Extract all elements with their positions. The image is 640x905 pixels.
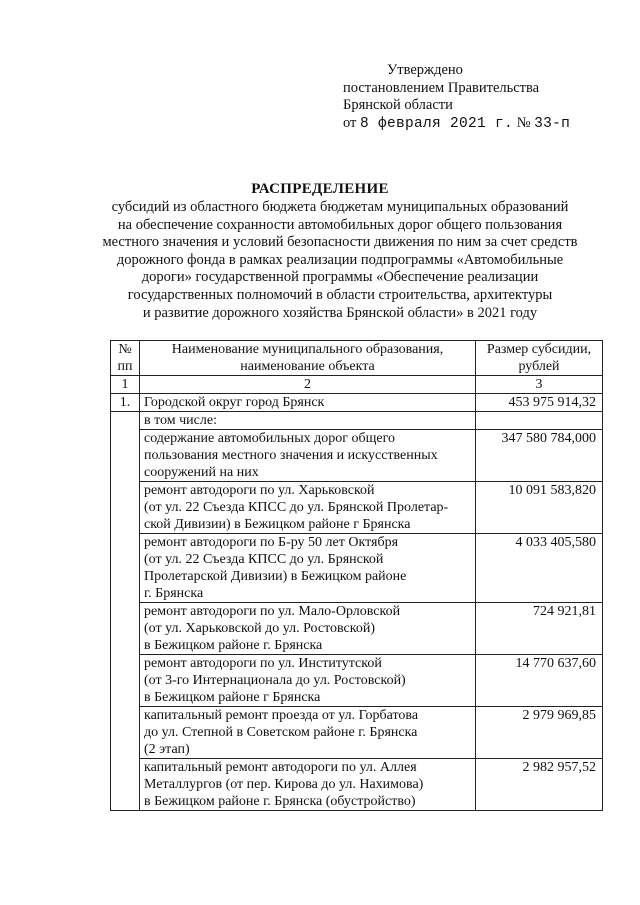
header-name-line: наименование объекта [240,359,375,374]
row-name-line: ремонт автодороги по Б-ру 50 лет Октября [144,535,399,550]
header-amount-line: рублей [518,359,560,374]
approval-line-2: постановлением Правительства [343,79,540,96]
row-name-line: ской Дивизии) в Бежицком районе г Брянска [144,517,411,532]
approval-line-3: Брянской области [343,97,453,113]
table-row [111,603,603,655]
header-amount-line: Размер субсидии, [486,342,592,357]
row-amount: 10 091 583,820 [476,482,603,534]
numbering-cell: 3 [476,376,603,394]
header-number [111,341,140,376]
row-name-line: Пролетарской Дивизии) в Бежицком районе [144,569,407,584]
table-row-main [111,394,603,412]
subtitle-line: дорожного фонда в рамках реализации подпрограммы «Автомобильные [116,251,564,268]
row-amount: 4 033 405,580 [476,534,603,603]
row-name-line: (от ул. 22 Съезда КПСС до ул. Брянской [144,552,384,567]
row-name [140,534,476,603]
header-number-line: пп [117,359,133,374]
row-name-line: сооружений на них [144,465,259,480]
row-name-line: в Бежицком районе г Брянска [144,690,321,705]
row-name-line: капитальный ремонт проезда от ул. Горбатова [144,708,419,723]
subtitle-line: дороги» государственной программы «Обеспечение реализации [141,269,539,286]
approval-number-sign: № [516,114,531,131]
table-numbering-row [111,376,603,394]
approval-block [343,62,570,133]
row-amount: 2 979 969,85 [476,707,603,759]
document-subtitle [80,199,600,322]
row-amount-empty [476,412,603,430]
numbering-cell: 1 [111,376,140,394]
subtitle-line: на обеспечение сохранности автомобильных дорог общего пользования [117,216,563,233]
row-amount: 453 975 914,32 [476,394,603,412]
document-title: РАСПРЕДЕЛЕНИЕ [251,181,389,197]
table-row [111,482,603,534]
row-amount: 347 580 784,000 [476,430,603,482]
subtitle-line: субсидий из областного бюджета бюджетам муниципальных образований [111,199,569,215]
row-name-line: (от ул. Харьковской до ул. Ростовской) [144,621,376,636]
row-name-line: (от 3-го Интернационала до ул. Ростовской) [144,673,406,688]
row-name-line: капитальный ремонт автодороги по ул. Аллея [144,760,417,775]
row-name-line: в Бежицком районе г. Брянска [144,638,323,653]
row-name-line: ремонт автодороги по ул. Харьковской [144,483,375,498]
table-header-row [111,341,603,376]
row-amount: 14 770 637,60 [476,655,603,707]
table-row [111,430,603,482]
header-name [140,341,476,376]
approval-date-prefix: от [343,114,357,131]
table-row [111,534,603,603]
subtitle-line: местного значения и условий безопасности движения по ним за счет средств [102,234,578,251]
header-amount [476,341,603,376]
row-name-line: ремонт автодороги по ул. Мало-Орловской [144,604,401,619]
row-name-line: ремонт автодороги по ул. Институтской [144,656,382,671]
subsidy-table [110,340,603,811]
row-name: Городской округ город Брянск [140,394,476,412]
subtitle-line: и развитие дорожного хозяйства Брянской области» в 2021 году [142,304,538,321]
row-name-line: г. Брянска [144,586,204,601]
row-name [140,603,476,655]
row-name-line: (от ул. 22 Съезда КПСС до ул. Брянской Пролетар- [144,500,449,515]
row-name [140,655,476,707]
table-row [111,707,603,759]
row-amount: 2 982 957,52 [476,759,603,811]
header-name-line: Наименование муниципального образования, [171,342,444,357]
row-name-line: пользования местного значения и искусственных [144,448,438,463]
numbering-cell: 2 [140,376,476,394]
table-row [111,655,603,707]
row-name [140,707,476,759]
row-name-line: Металлургов (от пер. Кирова до ул. Нахимова) [144,777,424,792]
header-number-line: № [118,342,132,357]
row-name-line: в Бежицком районе г. Брянска (обустройство) [144,794,416,809]
row-name-line: до ул. Степной в Советском районе г. Брянска [144,725,418,740]
row-name-line: содержание автомобильных дорог общего [144,431,395,446]
row-amount: 724 921,81 [476,603,603,655]
row-number: 1. [111,394,140,412]
approval-line-1: Утверждено [387,62,463,78]
row-name-line: (2 этап) [144,742,190,757]
row-number-empty [111,412,140,811]
row-name [140,430,476,482]
row-name [140,482,476,534]
approval-date-line [343,115,570,134]
table-row [111,759,603,811]
row-name [140,759,476,811]
approval-number: 33-п [534,115,571,132]
approval-date: 8 февраля 2021 г. [360,115,514,132]
table-row-including [111,412,603,430]
subtitle-line: государственных полномочий в области строительства, архитектуры [127,286,553,303]
row-including-label: в том числе: [140,412,476,430]
